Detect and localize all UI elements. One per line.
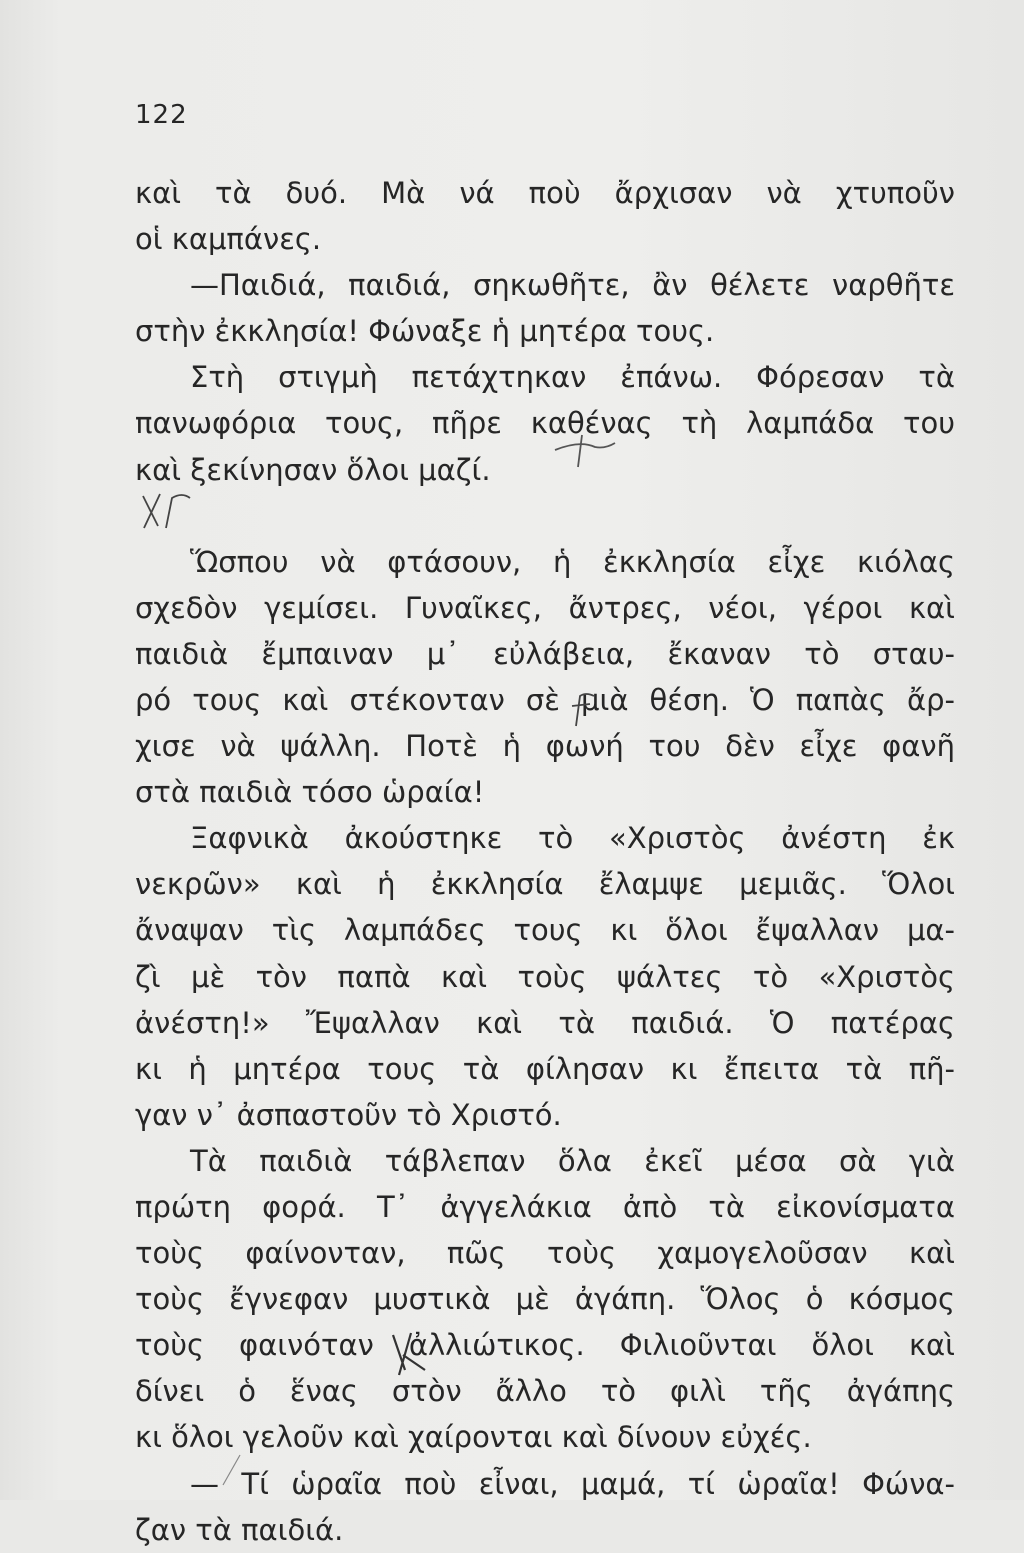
- text-line: στὴν ἐκκλησία! Φώναξε ἡ μητέρα τους.: [135, 314, 715, 349]
- text-line: ρό τους καὶ στέκονταν σὲ μιὰ θέση. Ὁ παπὰς ἄρ-: [135, 682, 955, 717]
- text-line: Ὥσπου νὰ φτάσουν, ἡ ἐκκλησία εἶχε κιόλας: [190, 544, 955, 579]
- text-line: ζαν τὰ παιδιά.: [135, 1512, 344, 1547]
- text-line: πρώτη φορά. Τ᾽ ἀγγελάκια ἀπὸ τὰ εἰκονίσματα: [135, 1189, 955, 1224]
- text-line: —Παιδιά, παιδιά, σηκωθῆτε, ἂν θέλετε ναρθῆτε: [190, 268, 955, 303]
- text-line: χισε νὰ ψάλλη. Ποτὲ ἡ φωνή του δὲν εἶχε φανῆ: [135, 729, 955, 764]
- text-line: τοὺς φαίνονταν, πῶς τοὺς χαμογελοῦσαν καὶ: [135, 1236, 955, 1271]
- text-line: καὶ τὰ δυό. Μὰ νά ποὺ ἄρχισαν νὰ χτυποῦν: [135, 176, 955, 210]
- body-text: [135, 170, 955, 1553]
- text-line: σχεδὸν γεμίσει. Γυναῖκες, ἄντρες, νέοι, γέροι καὶ: [135, 590, 955, 625]
- text-line: οἱ καμπάνες.: [135, 222, 322, 257]
- text-line: κι ἡ μητέρα τους τὰ φίλησαν κι ἔπειτα τὰ πῆ-: [135, 1051, 955, 1086]
- text-line: — Τί ὡραῖα ποὺ εἶναι, μαμά, τί ὡραῖα! Φώνα-: [190, 1466, 955, 1501]
- text-line: στὰ παιδιὰ τόσο ὡραία!: [135, 775, 485, 810]
- text-line: ζὶ μὲ τὸν παπὰ καὶ τοὺς ψάλτες τὸ «Χριστὸς: [135, 959, 955, 994]
- text-line: κι ὅλοι γελοῦν καὶ χαίρονται καὶ δίνουν εὐχές.: [135, 1420, 812, 1455]
- text-line: γαν ν᾽ ἀσπαστοῦν τὸ Χριστό.: [135, 1097, 562, 1132]
- text-line: δίνει ὁ ἕνας στὸν ἄλλο τὸ φιλὶ τῆς ἀγάπης: [135, 1374, 955, 1409]
- text-line: τοὺς φαινόταν ἀλλιώτικος. Φιλιοῦνται ὅλοι καὶ: [135, 1328, 955, 1363]
- text-line: ἄναψαν τὶς λαμπάδες τους κι ὅλοι ἔψαλλαν μα-: [135, 913, 955, 948]
- text-line: νεκρῶν» καὶ ἡ ἐκκλησία ἔλαμψε μεμιᾶς. Ὅλοι: [135, 867, 955, 902]
- text-line: ἀνέστη!» Ἔψαλλαν καὶ τὰ παιδιά. Ὁ πατέρας: [135, 1005, 955, 1040]
- text-line: πανωφόρια τους, πῆρε καθένας τὴ λαμπάδα του: [135, 406, 955, 441]
- text-line: Τὰ παιδιὰ τάβλεπαν ὅλα ἐκεῖ μέσα σὰ γιὰ: [190, 1143, 955, 1178]
- text-line: Στὴ στιγμὴ πετάχτηκαν ἐπάνω. Φόρεσαν τὰ: [190, 360, 955, 395]
- text-line: παιδιὰ ἔμπαιναν μ᾽ εὐλάβεια, ἔκαναν τὸ σταυ-: [135, 636, 955, 671]
- text-line: τοὺς ἔγνεφαν μυστικὰ μὲ ἀγάπη. Ὅλος ὁ κόσμος: [135, 1282, 955, 1317]
- page-number: 122: [135, 100, 188, 130]
- text-line: Ξαφνικὰ ἀκούστηκε τὸ «Χριστὸς ἀνέστη ἐκ: [190, 821, 955, 856]
- text-line: καὶ ξεκίνησαν ὅλοι μαζί.: [135, 452, 491, 487]
